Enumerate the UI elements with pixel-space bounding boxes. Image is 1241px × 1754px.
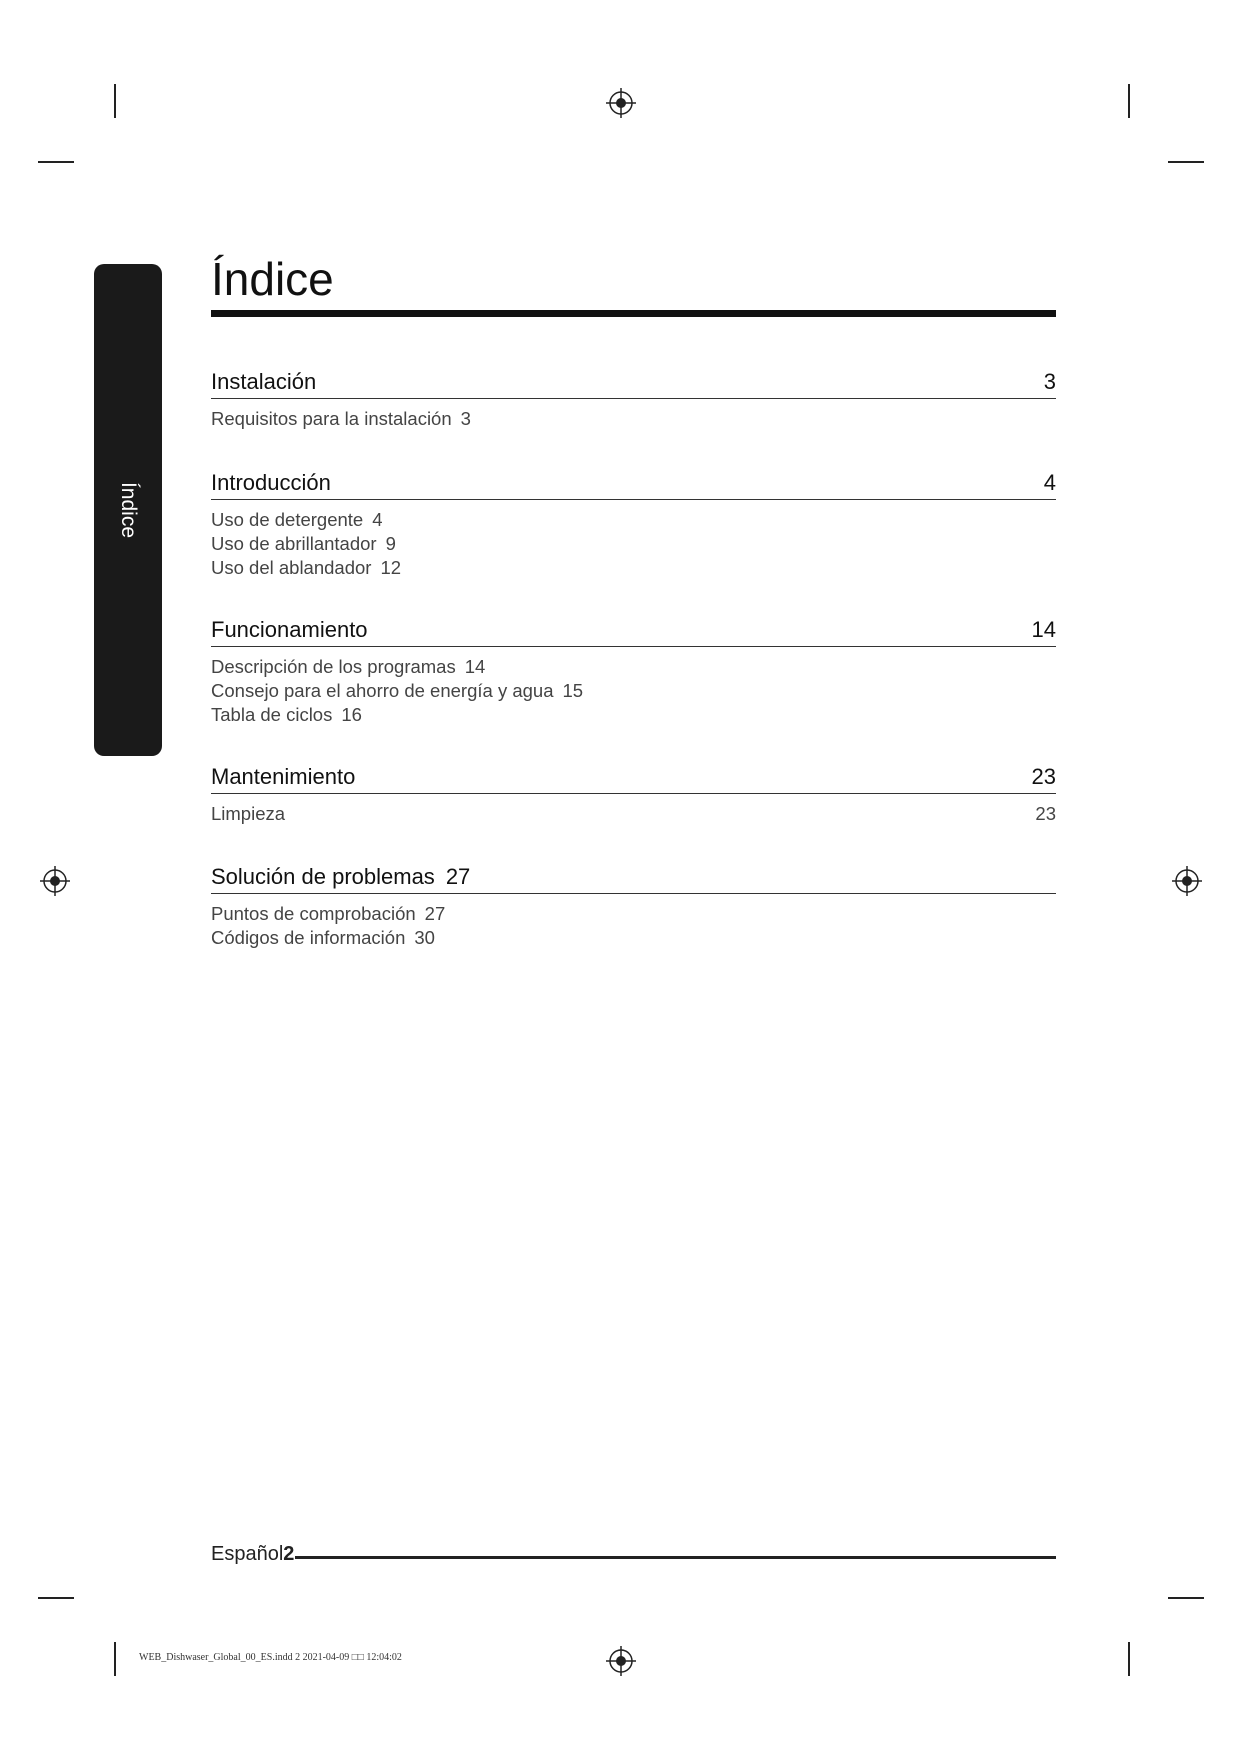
toc-section-title-with-page	[211, 864, 470, 890]
toc-section-title: Instalación	[211, 369, 317, 394]
toc-entry-page: 3	[460, 408, 471, 429]
toc-entry-label: Limpieza	[211, 803, 286, 824]
toc-entry[interactable]	[211, 556, 1056, 580]
toc-section-header[interactable]	[211, 362, 1056, 399]
toc-entry-label: Consejo para el ahorro de energía y agua	[211, 680, 554, 701]
toc-entry-page: 15	[562, 680, 584, 701]
toc-entry-label: Descripción de los programas	[211, 656, 456, 677]
crop-mark	[114, 1642, 116, 1676]
print-slug: WEB_Dishwaser_Global_00_ES.indd 2 2021-04-09 □□ 12:04:02	[139, 1652, 402, 1663]
page-title: Índice	[211, 253, 334, 305]
toc-section-header[interactable]	[211, 610, 1056, 647]
title-rule	[211, 310, 1056, 317]
toc-section-header[interactable]	[211, 757, 1056, 794]
toc-entry-label: Uso del ablandador	[211, 557, 372, 578]
toc-entry[interactable]	[211, 802, 1056, 826]
toc-entry[interactable]	[211, 926, 1056, 950]
toc-entry-page: 14	[464, 656, 486, 677]
toc-section-header[interactable]	[211, 463, 1056, 500]
toc-section	[211, 757, 1056, 826]
toc-section	[211, 463, 1056, 580]
toc-entry-label: Uso de detergente	[211, 509, 364, 530]
toc-entry-label: Códigos de información	[211, 927, 406, 948]
crop-mark	[114, 84, 116, 118]
toc-section-page: 4	[1043, 470, 1056, 495]
crop-mark	[1168, 1597, 1204, 1599]
toc-entry[interactable]	[211, 902, 1056, 926]
toc-section-title: Funcionamiento	[211, 617, 368, 642]
crop-mark	[1168, 161, 1204, 163]
footer-rule	[295, 1556, 1056, 1559]
footer-page-label	[211, 1543, 294, 1566]
toc-entry-page: 12	[380, 557, 402, 578]
toc-section	[211, 610, 1056, 727]
footer-language: Español	[211, 1543, 284, 1565]
toc-entry[interactable]	[211, 407, 1056, 431]
toc-entry-page: 23	[1035, 803, 1056, 824]
crop-mark	[38, 1597, 74, 1599]
toc-entry-page: 16	[341, 704, 362, 725]
registration-mark-icon	[606, 88, 636, 118]
crop-mark	[1128, 1642, 1130, 1676]
toc-section-page: 14	[1031, 617, 1056, 642]
toc-entry-page: 27	[424, 903, 446, 924]
toc-entry[interactable]	[211, 532, 1056, 556]
toc-section-page: 23	[1031, 764, 1056, 789]
toc-section-title: Solución de problemas	[211, 864, 435, 889]
toc-entry-page: 4	[372, 509, 383, 530]
crop-mark	[38, 161, 74, 163]
crop-mark	[1128, 84, 1130, 118]
toc-section-page: 27	[445, 864, 471, 889]
side-tab-label: Índice	[117, 481, 140, 539]
registration-mark-icon	[606, 1646, 636, 1676]
toc-entry[interactable]	[211, 703, 1056, 727]
toc-entry[interactable]	[211, 508, 1056, 532]
toc-entry[interactable]	[211, 679, 1056, 703]
toc-entry-label: Requisitos para la instalación	[211, 408, 452, 429]
toc-entry-page: 9	[385, 533, 396, 554]
toc-section-title: Introducción	[211, 470, 331, 495]
footer-page-number: 2	[283, 1543, 295, 1565]
toc-section	[211, 362, 1056, 431]
toc-entry-page: 30	[414, 927, 435, 948]
registration-mark-icon	[40, 866, 70, 896]
toc-section-header[interactable]	[211, 857, 1056, 894]
toc-section-title: Mantenimiento	[211, 764, 356, 789]
toc-entry-label: Uso de abrillantador	[211, 533, 377, 554]
toc-entry-label: Tabla de ciclos	[211, 704, 333, 725]
toc-section-page: 3	[1043, 369, 1056, 394]
toc-section	[211, 857, 1056, 950]
toc-entry[interactable]	[211, 655, 1056, 679]
toc-entry-label: Puntos de comprobación	[211, 903, 416, 924]
side-tab	[94, 264, 162, 756]
registration-mark-icon	[1172, 866, 1202, 896]
